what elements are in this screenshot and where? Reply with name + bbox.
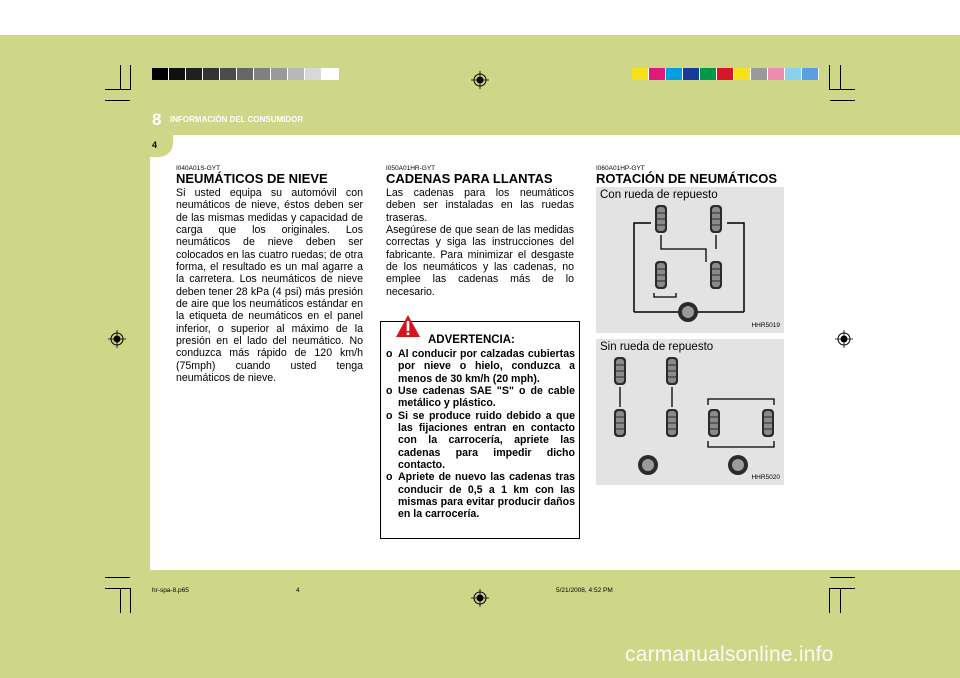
section-code: I060A01HP-GYT xyxy=(596,165,645,172)
warning-item-text: Use cadenas SAE "S" o de cable metálico y plástico. xyxy=(398,385,575,410)
color-swatch xyxy=(700,68,717,80)
color-calibration-bar xyxy=(632,68,819,80)
color-swatch xyxy=(632,68,649,80)
crop-mark xyxy=(130,65,131,90)
crop-mark xyxy=(830,588,855,589)
color-swatch xyxy=(271,68,288,80)
chapter-number: 8 xyxy=(152,110,162,129)
diagram-label: Con rueda de repuesto xyxy=(600,189,718,201)
color-swatch xyxy=(322,68,339,80)
rotation-diagram-with-spare xyxy=(596,187,784,333)
color-swatch xyxy=(683,68,700,80)
color-swatch xyxy=(186,68,203,80)
crop-mark xyxy=(120,588,121,613)
diagram-code: HHR5020 xyxy=(751,474,780,481)
warning-item-text: Si se produce ruido debido a que las fijaciones entran en contacto con la carrocería, apriete las cadenas para impedir dicho contacto. xyxy=(398,409,575,472)
registration-mark-icon xyxy=(471,589,489,607)
color-swatch xyxy=(666,68,683,80)
footer-filename: hr-spa-8.p65 xyxy=(152,587,189,594)
section-heading: NEUMÁTICOS DE NIEVE xyxy=(176,171,328,186)
section-body xyxy=(176,187,363,385)
crop-mark xyxy=(829,65,830,90)
crop-mark xyxy=(830,577,855,578)
color-swatch xyxy=(254,68,271,80)
tire-rotation-diagram-with-spare xyxy=(596,187,784,333)
warning-item xyxy=(386,348,575,385)
color-swatch xyxy=(649,68,666,80)
color-swatch xyxy=(751,68,768,80)
color-swatch xyxy=(768,68,785,80)
body-text: Asegúrese de que sean de las medidas correctas y siga las instrucciones del fabricante. Para minimizar el desgaste de los neumáticos y las cadenas, no emplee las cadenas más de lo necesario. xyxy=(386,224,574,298)
warning-triangle-icon xyxy=(395,314,421,338)
color-swatch xyxy=(785,68,802,80)
warning-item-text: Apriete de nuevo las cadenas tras conducir de 0,5 a 1 km con las mismas para evitar producir daños en la carrocería. xyxy=(398,471,575,521)
page-number: 4 xyxy=(152,140,158,150)
registration-mark-icon xyxy=(471,71,489,89)
footer-date: 5/21/2008, 4:52 PM xyxy=(556,587,613,594)
warning-item-text: Al conducir por calzadas cubiertas por nieve o hielo, conduzca a menos de 30 km/h (20 mph). xyxy=(398,348,575,385)
color-swatch xyxy=(169,68,186,80)
color-swatch xyxy=(203,68,220,80)
crop-mark xyxy=(130,588,131,613)
registration-mark-icon xyxy=(108,330,126,348)
crop-mark xyxy=(830,89,855,90)
color-swatch xyxy=(802,68,819,80)
color-swatch xyxy=(717,68,734,80)
crop-mark xyxy=(120,65,121,90)
color-swatch xyxy=(288,68,305,80)
color-swatch xyxy=(152,68,169,80)
bullet: o xyxy=(386,409,393,422)
warning-list xyxy=(386,348,575,521)
bullet: o xyxy=(386,471,393,484)
body-text: Las cadenas para los neumáticos deben ser instaladas en las ruedas traseras. xyxy=(386,187,574,224)
watermark: carmanualsonline.info xyxy=(625,643,834,666)
left-band xyxy=(0,135,166,570)
diagram-label: Sin rueda de repuesto xyxy=(600,341,714,353)
color-swatch xyxy=(220,68,237,80)
body-text: Si usted equipa su automóvil con neumáticos de nieve, éstos deben ser de las mismas medidas y capacidad de carga que los originales. Los neumáticos de nieve deben ser colocados en las cuatro ruedas; de otra forma, el resultado es un mal agarre a la carretera. Los neumáticos de nieve deben tener 28 kPa (4 psi) más presión de aire que los neumáticos estándar en la etiqueta de neumáticos en el panel inferior, o superior al máximo de la presión en el lado del neumático. No conduzca más rápido de 120 km/h (75mph) cuando usted tenga neumáticos de nieve. xyxy=(176,187,363,385)
crop-mark xyxy=(829,588,830,613)
rotation-diagram-without-spare xyxy=(596,339,784,485)
color-swatch xyxy=(734,68,751,80)
crop-mark xyxy=(105,588,130,589)
section-heading: ROTACIÓN DE NEUMÁTICOS xyxy=(596,171,778,186)
crop-mark xyxy=(105,577,130,578)
registration-mark-icon xyxy=(835,330,853,348)
color-swatch xyxy=(237,68,254,80)
crop-mark xyxy=(105,89,130,90)
grayscale-calibration-bar xyxy=(152,68,339,80)
chapter-title: INFORMACIÓN DEL CONSUMIDOR xyxy=(170,115,304,124)
footer-page: 4 xyxy=(296,587,300,594)
warning-item xyxy=(386,385,575,410)
bullet: o xyxy=(386,348,393,360)
bullet: o xyxy=(386,385,393,398)
crop-mark xyxy=(830,100,855,101)
section-heading: CADENAS PARA LLANTAS xyxy=(386,171,553,186)
crop-mark xyxy=(840,65,841,90)
warning-item xyxy=(386,471,575,520)
crop-mark xyxy=(840,588,841,613)
warning-item xyxy=(386,410,575,472)
crop-mark xyxy=(105,100,130,101)
tire-rotation-diagram-without-spare xyxy=(596,339,784,485)
color-swatch xyxy=(305,68,322,80)
diagram-code: HHR5019 xyxy=(751,322,780,329)
warning-title: ADVERTENCIA: xyxy=(428,334,515,346)
section-code: I040A01S-GYT xyxy=(176,165,221,172)
section-body xyxy=(386,187,574,298)
section-code: I050A01HR-GYT xyxy=(386,165,436,172)
